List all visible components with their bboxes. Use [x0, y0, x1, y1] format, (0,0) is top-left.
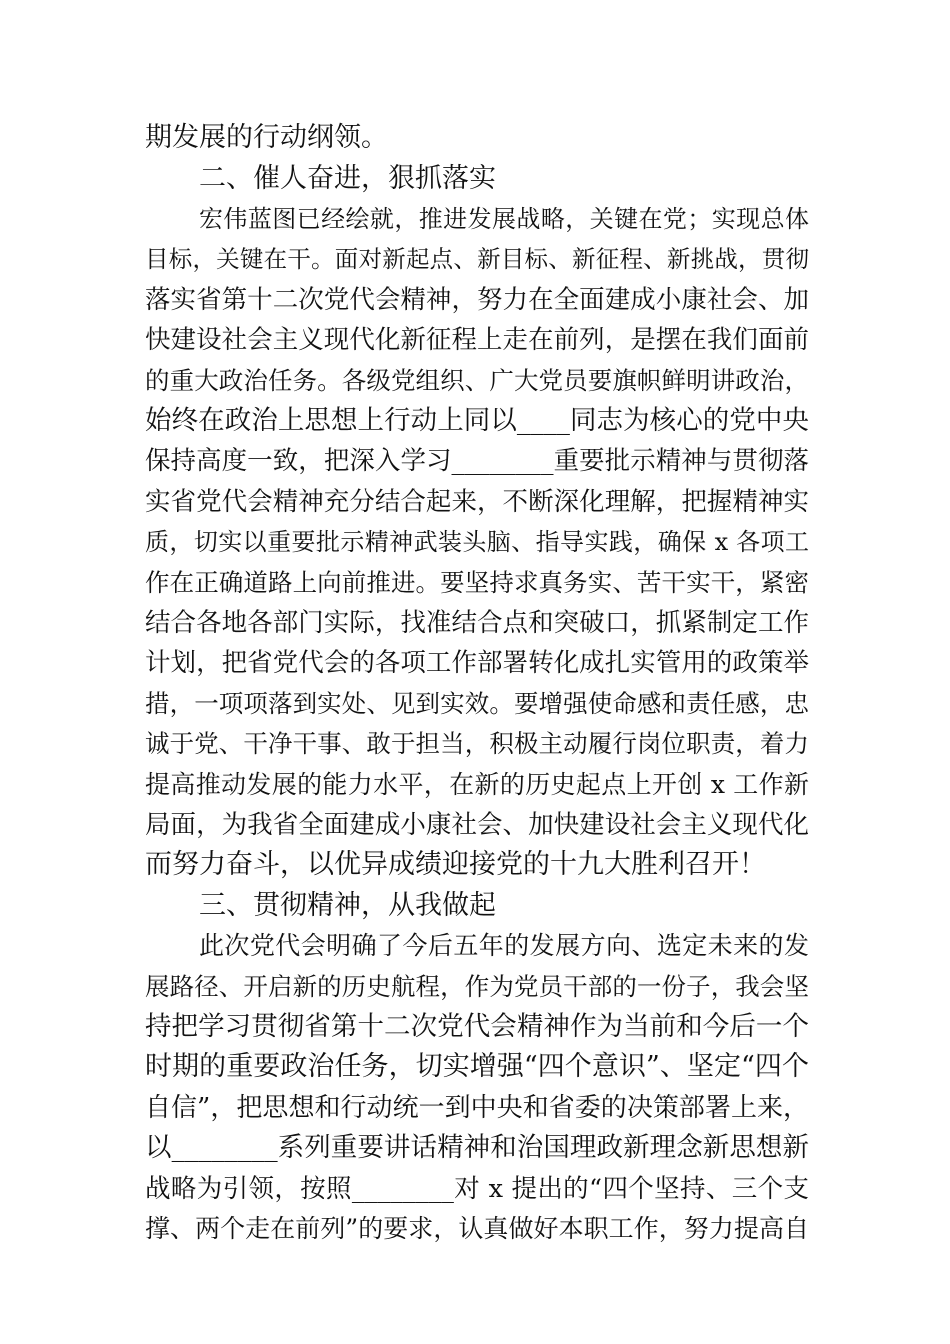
paragraph-line-21: 此次党代会明确了今后五年的发展方向、选定未来的发 [199, 931, 809, 960]
paragraph-line-9: 保持高度一致，把深入学习________重要批示精神与贯彻落 [145, 446, 809, 476]
paragraph-line-28: 撑、两个走在前列”的要求，认真做好本职工作，努力提高自 [145, 1214, 809, 1243]
paragraph-line-19: 而努力奋斗，以优异成绩迎接党的十九大胜利召开！ [145, 849, 766, 880]
paragraph-line-15: 措，一项项落到实处、见到实效。要增强使命感和责任感，忠 [145, 689, 809, 718]
paragraph-line-23: 持把学习贯彻省第十二次党代会精神作为当前和今后一个 [145, 1011, 809, 1042]
paragraph-line-18: 局面，为我省全面建成小康社会、加快建设社会主义现代化 [145, 810, 809, 840]
paragraph-line-17: 提高推动发展的能力水平，在新的历史起点上开创 x 工作新 [145, 770, 809, 799]
paragraph-line-6: 快建设社会主义现代化新征程上走在前列，是摆在我们面前 [145, 325, 809, 355]
section-heading-3: 三、贯彻精神，从我做起 [199, 890, 496, 921]
paragraph-line-8: 始终在政治上思想上行动上同以____同志为核心的党中央 [145, 405, 809, 436]
paragraph-line-27: 战略为引领，按照________对 x 提出的“四个坚持、三个支 [145, 1174, 809, 1204]
paragraph-line-24: 时期的重要政治任务，切实增强“四个意识”、坚定“四个 [145, 1051, 809, 1082]
paragraph-line-10: 实省党代会精神充分结合起来，不断深化理解，把握精神实 [145, 487, 809, 517]
paragraph-line-26: 以________系列重要讲话精神和治国理政新理念新思想新 [145, 1132, 809, 1163]
paragraph-line-5: 落实省第十二次党代会精神，努力在全面建成小康社会、加 [145, 285, 809, 315]
paragraph-line-16: 诚于党、干净干事、敢于担当，积极主动履行岗位职责，着力 [145, 729, 809, 758]
paragraph-line-1: 期发展的行动纲领。 [145, 122, 388, 153]
paragraph-line-25: 自信”，把思想和行动统一到中央和省委的决策部署上来， [145, 1093, 809, 1123]
section-heading-2: 二、催人奋进，狠抓落实 [199, 163, 496, 194]
paragraph-line-12: 作在正确道路上向前推进。要坚持求真务实、苦干实干，紧密 [145, 568, 809, 597]
paragraph-line-7: 的重大政治任务。各级党组织、广大党员要旗帜鲜明讲政治， [145, 366, 809, 395]
paragraph-line-14: 计划，把省党代会的各项工作部署转化成扎实管用的政策举 [145, 648, 809, 678]
paragraph-line-22: 展路径、开启新的历史航程，作为党员干部的一份子，我会坚 [145, 972, 809, 1001]
paragraph-line-4: 目标，关键在干。面对新起点、新目标、新征程、新挑战，贯彻 [145, 245, 809, 273]
paragraph-line-3: 宏伟蓝图已经绘就，推进发展战略，关键在党；实现总体 [199, 205, 809, 233]
paragraph-line-13: 结合各地各部门实际，找准结合点和突破口，抓紧制定工作 [145, 608, 809, 638]
paragraph-line-11: 质，切实以重要批示精神武装头脑、指导实践，确保 x 各项工 [145, 528, 809, 556]
